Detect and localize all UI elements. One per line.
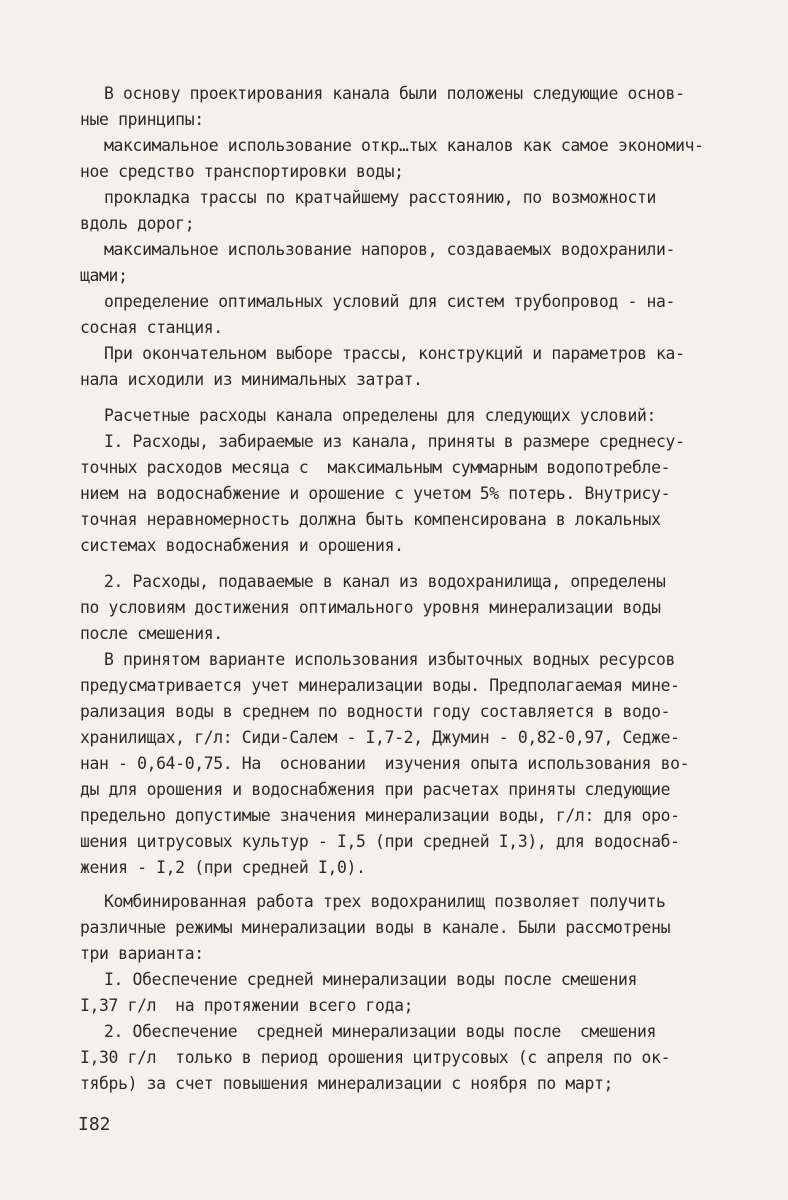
text-line: нан - 0,64-0,75. На основании изучения опыта использования во- <box>80 754 690 773</box>
text-line: В принятом варианте использования избыточных водных ресурсов <box>104 650 676 669</box>
text-line: В основу проектирования канала были положены следующие основ- <box>104 84 685 103</box>
text-line: I. Обеспечение средней минерализации воды после смешения <box>104 970 638 989</box>
text-line: предельно допустимые значения минерализации воды, г/л: для оро- <box>80 806 680 825</box>
text-line: Комбинированная работа трех водохранилищ позволяет получить <box>104 892 666 911</box>
text-line: ные принципы: <box>80 110 204 129</box>
text-line: определение оптимальных условий для систем трубопровод - на- <box>104 292 676 311</box>
text-line: нием на водоснабжение и орошение с учетом 5% потерь. Внутрису- <box>80 484 671 503</box>
text-line: Расчетные расходы канала определены для следующих условий: <box>104 406 657 425</box>
text-line: три варианта: <box>80 944 204 963</box>
text-line: щами; <box>80 266 128 285</box>
text-line: ное средство транспортировки воды; <box>80 162 404 181</box>
text-line: по условиям достижения оптимального уровня минерализации воды <box>80 598 661 617</box>
text-line: При окончательном выборе трассы, конструкций и параметров ка- <box>104 344 685 363</box>
text-line: I,30 г/л только в период орошения цитрусовых (с апреля по ок- <box>80 1048 671 1067</box>
text-line: максимальное использование напоров, создаваемых водохранили- <box>104 240 676 259</box>
page-number: I82 <box>78 1114 111 1135</box>
text-line: вдоль дорог; <box>80 214 195 233</box>
text-line: различные режимы минерализации воды в канале. Были рассмотрены <box>80 918 671 937</box>
text-line: точных расходов месяца с максимальным суммарным водопотребле- <box>80 458 671 477</box>
text-line: тябрь) за счет повышения минерализации с ноября по март; <box>80 1074 614 1093</box>
text-line: прокладка трассы по кратчайшему расстоянию, по возможности <box>104 188 657 207</box>
text-line: жения - I,2 (при средней I,0). <box>80 858 366 877</box>
text-line: системах водоснабжения и орошения. <box>80 536 404 555</box>
text-line: хранилищах, г/л: Сиди-Салем - I,7-2, Джумин - 0,82-0,97, Седже- <box>80 728 680 747</box>
text-line: рализация воды в среднем по водности году составляется в водо- <box>80 702 671 721</box>
text-line: максимальное использование откр…тых каналов как самое экономич- <box>104 136 704 155</box>
text-line: 2. Обеспечение средней минерализации воды после смешения <box>104 1022 657 1041</box>
text-line: сосная станция. <box>80 318 223 337</box>
text-line: после смешения. <box>80 624 223 643</box>
text-line: шения цитрусовых культур - I,5 (при средней I,3), для водоснаб- <box>80 832 680 851</box>
text-line: предусматривается учет минерализации воды. Предполагаемая мине- <box>80 676 680 695</box>
text-line: I,37 г/л на протяжении всего года; <box>80 996 414 1015</box>
text-line: точная неравномерность должна быть компенсирована в локальных <box>80 510 661 529</box>
text-line: нала исходили из минимальных затрат. <box>80 370 423 389</box>
text-line: I. Расходы, забираемые из канала, приняты в размере среднесу- <box>104 432 685 451</box>
text-line: 2. Расходы, подаваемые в канал из водохранилища, определены <box>104 572 666 591</box>
text-line: ды для орошения и водоснабжения при расчетах приняты следующие <box>80 780 671 799</box>
